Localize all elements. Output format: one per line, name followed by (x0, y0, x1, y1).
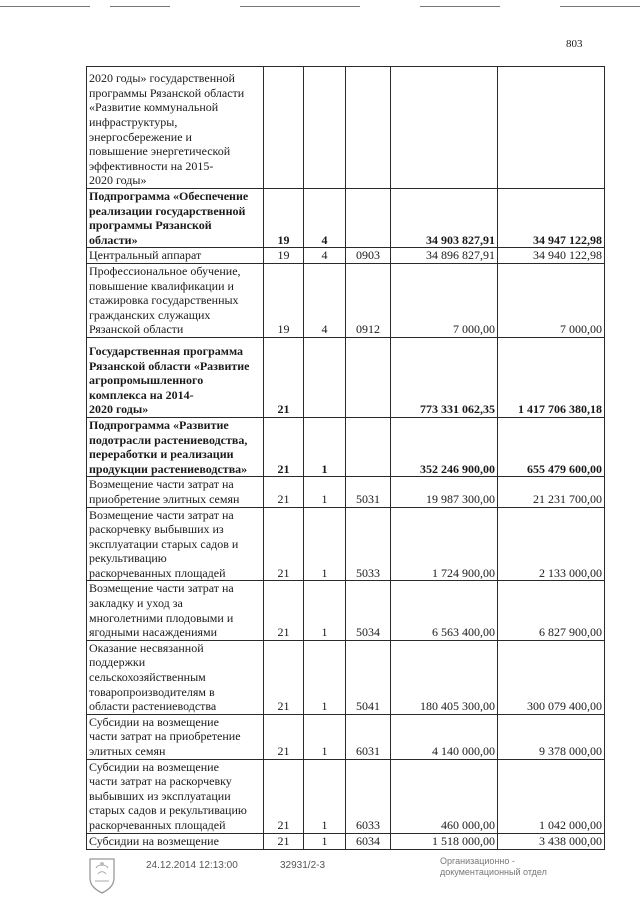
cell-code: 6033 (346, 759, 391, 833)
cell-pp: 1 (304, 714, 346, 759)
table-row (87, 507, 605, 581)
table-row (87, 477, 605, 507)
cell-name: Подпрограмма «Развитие подотрасли растениеводства, переработки и реализации продукции растениеводства» (87, 417, 264, 476)
cell-v2: 3 438 000,00 (498, 833, 605, 849)
cell-v1: 352 246 900,00 (391, 417, 498, 476)
table-row (87, 67, 605, 189)
cell-code (346, 67, 391, 189)
cell-name: Возмещение части затрат на закладку и уход за многолетними плодовыми и ягодными насаждениями (87, 581, 264, 640)
cell-gp: 21 (264, 507, 304, 581)
cell-name: Государственная программа Рязанской области «Развитие агропромышленного комплекса на 2014- 2020 годы» (87, 337, 264, 417)
cell-v2: 1 042 000,00 (498, 759, 605, 833)
cell-v2: 9 378 000,00 (498, 714, 605, 759)
cell-v2: 300 079 400,00 (498, 640, 605, 714)
cell-v1: 34 903 827,91 (391, 189, 498, 248)
cell-name: Оказание несвязанной поддержки сельскохозяйственным товаропроизводителям в области растениеводства (87, 640, 264, 714)
cell-v2: 21 231 700,00 (498, 477, 605, 507)
cell-pp: 1 (304, 477, 346, 507)
cell-code (346, 337, 391, 417)
table-row (87, 640, 605, 714)
cell-code (346, 189, 391, 248)
cell-name: Центральный аппарат (87, 248, 264, 264)
cell-gp (264, 67, 304, 189)
cell-v1: 773 331 062,35 (391, 337, 498, 417)
budget-table (86, 66, 605, 850)
cell-gp: 21 (264, 581, 304, 640)
cell-code: 6034 (346, 833, 391, 849)
table-row (87, 248, 605, 264)
table-row (87, 337, 605, 417)
cell-v2: 1 417 706 380,18 (498, 337, 605, 417)
cell-pp (304, 337, 346, 417)
cell-v2: 655 479 600,00 (498, 417, 605, 476)
cell-code: 5031 (346, 477, 391, 507)
cell-pp: 1 (304, 581, 346, 640)
cell-v1: 1 518 000,00 (391, 833, 498, 849)
coat-of-arms-icon (86, 856, 118, 894)
cell-pp: 4 (304, 263, 346, 337)
footer-doc-number: 32931/2-3 (280, 860, 326, 871)
table-row (87, 759, 605, 833)
cell-v1: 460 000,00 (391, 759, 498, 833)
cell-name: Профессиональное обучение, повышение квалификации и стажировка государственных гражданских служащих Рязанской области (87, 263, 264, 337)
cell-pp: 4 (304, 189, 346, 248)
footer-date: 24.12.2014 12:13:00 (146, 860, 238, 871)
cell-gp: 21 (264, 417, 304, 476)
cell-gp: 21 (264, 477, 304, 507)
cell-pp (304, 67, 346, 189)
cell-code: 0903 (346, 248, 391, 264)
cell-code: 5041 (346, 640, 391, 714)
cell-gp: 21 (264, 714, 304, 759)
cell-v1: 34 896 827,91 (391, 248, 498, 264)
cell-v1: 180 405 300,00 (391, 640, 498, 714)
table-row (87, 263, 605, 337)
cell-v1: 1 724 900,00 (391, 507, 498, 581)
cell-name: Возмещение части затрат на приобретение элитных семян (87, 477, 264, 507)
table-row (87, 189, 605, 248)
cell-v2 (498, 67, 605, 189)
cell-pp: 1 (304, 640, 346, 714)
cell-gp: 19 (264, 248, 304, 264)
cell-gp: 21 (264, 833, 304, 849)
page-number: 803 (566, 38, 583, 50)
cell-pp: 1 (304, 507, 346, 581)
cell-v1 (391, 67, 498, 189)
cell-name: Субсидии на возмещение части затрат на приобретение элитных семян (87, 714, 264, 759)
cell-code (346, 417, 391, 476)
cell-code: 0912 (346, 263, 391, 337)
cell-pp: 1 (304, 833, 346, 849)
cell-v1: 4 140 000,00 (391, 714, 498, 759)
cell-code: 6031 (346, 714, 391, 759)
cell-v2: 34 947 122,98 (498, 189, 605, 248)
cell-name: Возмещение части затрат на раскорчевку выбывших из эксплуатации старых садов и рекультивацию раскорчеванных площадей (87, 507, 264, 581)
scan-top-border (0, 0, 640, 14)
cell-gp: 21 (264, 640, 304, 714)
cell-name: Субсидии на возмещение (87, 833, 264, 849)
cell-v2: 34 940 122,98 (498, 248, 605, 264)
cell-gp: 19 (264, 189, 304, 248)
table-row (87, 714, 605, 759)
cell-name: 2020 годы» государственной программы Рязанской области «Развитие коммунальной инфраструктуры, энергосбережение и повышение энергетической эффективности на 2015- 2020 годы» (87, 67, 264, 189)
cell-pp: 1 (304, 759, 346, 833)
cell-pp: 1 (304, 417, 346, 476)
table-row (87, 417, 605, 476)
cell-v2: 7 000,00 (498, 263, 605, 337)
cell-v1: 7 000,00 (391, 263, 498, 337)
cell-name: Подпрограмма «Обеспечение реализации государственной программы Рязанской области» (87, 189, 264, 248)
cell-v1: 6 563 400,00 (391, 581, 498, 640)
cell-gp: 21 (264, 759, 304, 833)
cell-name: Субсидии на возмещение части затрат на раскорчевку выбывших из эксплуатации старых садов и рекультивацию раскорчеванных площадей (87, 759, 264, 833)
cell-code: 5033 (346, 507, 391, 581)
table-row (87, 833, 605, 849)
cell-pp: 4 (304, 248, 346, 264)
cell-gp: 21 (264, 337, 304, 417)
cell-v1: 19 987 300,00 (391, 477, 498, 507)
cell-code: 5034 (346, 581, 391, 640)
cell-v2: 6 827 900,00 (498, 581, 605, 640)
footer-stamp: Организационно - документационный отдел (440, 856, 547, 877)
cell-v2: 2 133 000,00 (498, 507, 605, 581)
table-row (87, 581, 605, 640)
cell-gp: 19 (264, 263, 304, 337)
